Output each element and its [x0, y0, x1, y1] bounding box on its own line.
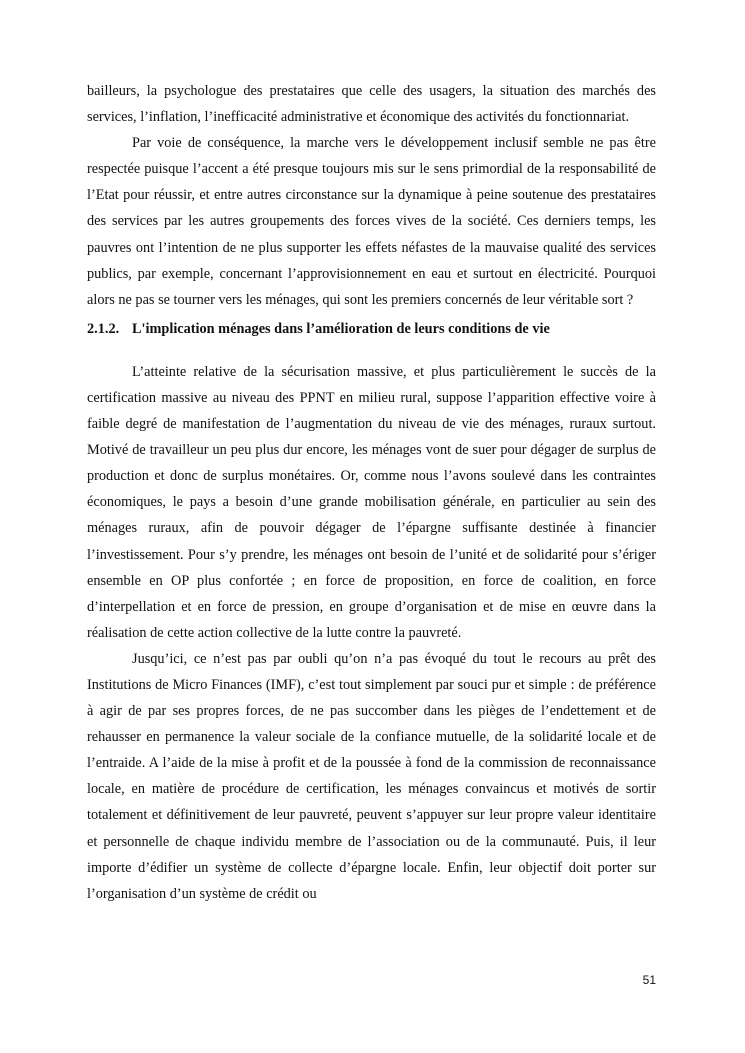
paragraph-consequence: Par voie de conséquence, la marche vers le développement inclusif semble ne pas être respectée puisque l’accent a été presque toujours mis sur le sens primordial de la responsabilité de l’Etat pour réussir, et entre autres circonstance sur la dynamique à peine soutenue des prestataires des services par les autres groupements des forces vives de la société. Ces derniers temps, les pauvres ont l’intention de ne plus supporter les effets néfastes de la mauvaise qualité des services publics, par exemple, concernant l’approvisionnement en eau et surtout en électricité. Pourquoi alors ne pas se tourner vers les ménages, qui sont les premiers concernés de leur véritable sort ? [87, 135, 656, 308]
section-number: 2.1.2. [87, 320, 120, 337]
paragraph-securisation: L’atteinte relative de la sécurisation massive, et plus particulièrement le succès de la certification massive au niveau des PPNT en milieu rural, suppose l’apparition effective voire à faible degré de manifestation de l’augmentation du niveau de vie des ménages, ruraux surtout. Motivé de travailleur un peu plus dur encore, les ménages vont de suer pour dégager de surplus de production et donc de surplus monétaires. Or, comme nous l’avons soulevé dans les contraintes économiques, le pays a besoin d’une grande mobilisation générale, en particulier au sein des ménages ruraux, afin de pouvoir dégager de l’épargne suffisante destinée à financier l’investissement. Pour s’y prendre, les ménages ont besoin de l’unité et de solidarité pour s’ériger ensemble en OP plus confortée ; en force de proposition, en force de coalition, en force d’interpellation et en force de pression, en groupe d’organisation et de mise en œuvre dans la réalisation de cette action collective de la lutte contre la pauvreté. [87, 363, 656, 641]
page-body [87, 78, 656, 907]
section-heading [87, 319, 656, 339]
paragraph-imf: Jusqu’ici, ce n’est pas par oubli qu’on n’a pas évoqué du tout le recours au prêt des Institutions de Micro Finances (IMF), c’est tout simplement par souci pur et simple : de préférence à agir de par ses propres forces, de ne pas succomber dans les pièges de l’endettement et de rehausser en permanence la valeur sociale de la confiance mutuelle, de la solidarité locale et de l’entraide. A l’aide de la mise à profit et de la poussée à fond de la commission de reconnaissance locale, en matière de procédure de certification, les ménages convaincus et motivés de sortir totalement et définitivement de leur pauvreté, peuvent s’appuyer sur leur propre valeur identitaire et personnelle de chaque individu membre de l’association ou de la communauté. Puis, il leur importe d’édifier un système de collecte d’épargne locale. Enfin, leur objectif doit porter sur l’organisation d’un système de crédit ou [87, 650, 656, 902]
paragraph-continuation: bailleurs, la psychologue des prestataires que celle des usagers, la situation des marchés des services, l’inflation, l’inefficacité administrative et économique des activités du fonctionnariat. [87, 83, 656, 126]
section-title: L'implication ménages dans l’amélioration de leurs conditions de vie [132, 320, 550, 337]
page-number: 51 [642, 973, 656, 987]
